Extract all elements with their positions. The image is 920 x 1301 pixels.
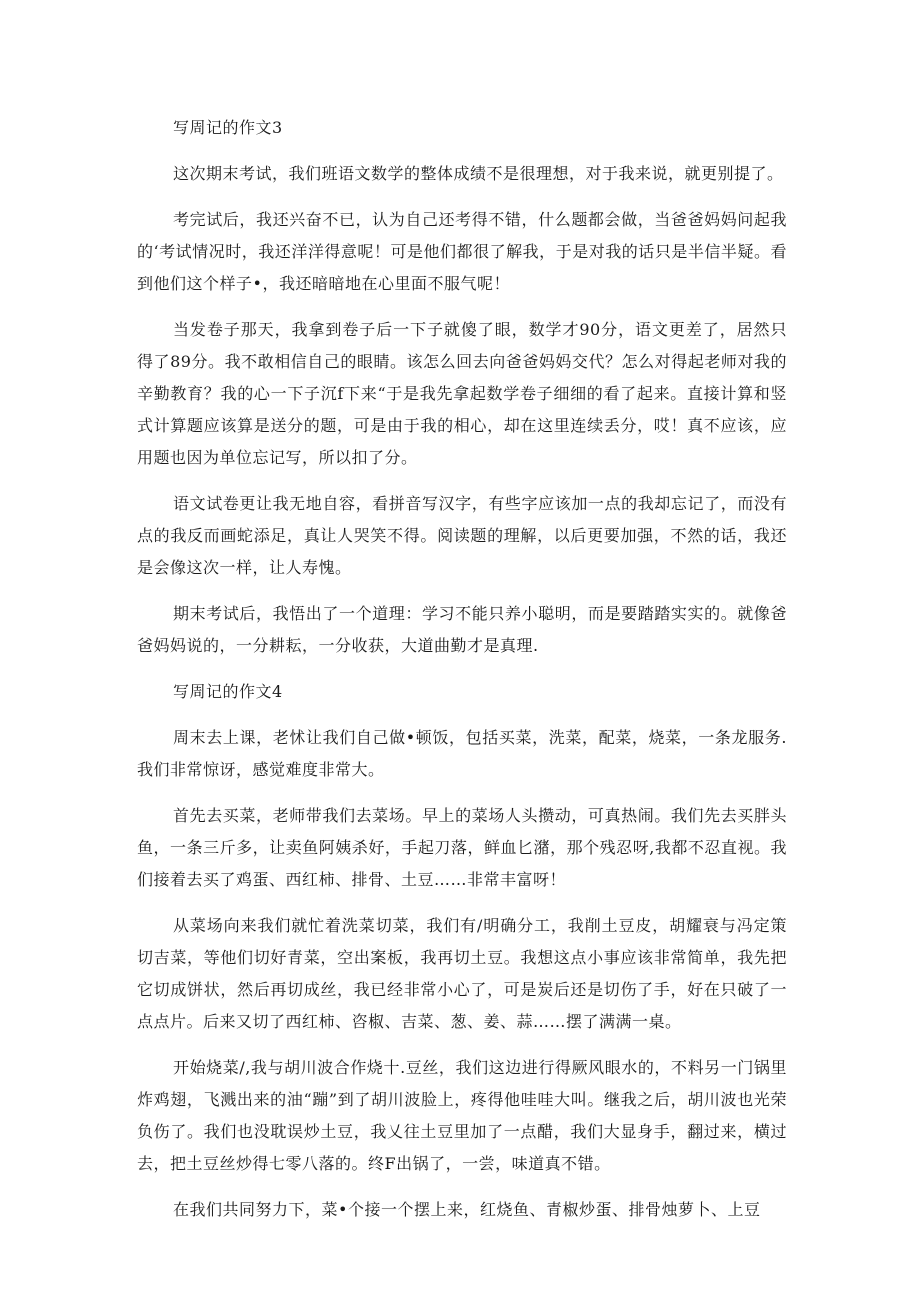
- paragraph: 在我们共同努力下，菜•个接一个摆上来，红烧鱼、青椒炒蛋、排骨烛萝卜、上豆: [173, 1200, 761, 1219]
- paragraph: 首先去买菜，老师带我们去菜场。早上的菜场人头攒动，可真热闹。我们先去买胖头鱼，一条三斤多，让卖鱼阿姨杀好，手起刀落，鲜血匕潴，那个残忍呀,我都不忍直视。我们接着去买了鸡蛋、西红柿、排骨、土豆……非常丰富呀！: [137, 806, 787, 889]
- paragraph: 期末考试后，我悟出了一个道理：学习不能只养小聪明，而是要踏踏实实的。就像爸爸妈妈说的，一分耕耘，一分收获，大道曲勤才是真理.: [137, 604, 787, 655]
- paragraph: 从菜场向来我们就忙着洗菜切菜，我们有/明确分工，我削土豆皮，胡耀衰与冯定策切吉菜，等他们切好青菜，空出案板，我再切土豆。我想这点小事应该非常简单，我先把它切成饼状，然后再切成丝，我已经非常小心了，可是炭后还是切伤了手，好在只破了一点点片。后来又切了西红柿、咨椒、吉菜、葱、姜、蒜……摆了满满一桌。: [137, 916, 787, 1031]
- paragraph: 这次期末考试，我们班语文数学的整体成绩不是很理想，对于我来说，就更别提了。: [173, 164, 784, 183]
- paragraph: 考完试后，我还兴奋不已，认为自己还考得不错，什么题都会做，当爸爸妈妈问起我的‘考试情况时，我还洋洋得意呢！可是他们都很了解我，于是对我的话只是半信半疑。看到他们这个样子•，我还暗暗地在心里面不服气呢！: [137, 210, 787, 293]
- paragraph: 开始烧菜/,我与胡川波合作烧十.豆丝，我们这边进行得厥风眼水的，不料另一门锅里炸鸡翅，飞溅出来的油“蹦”到了胡川波脸上，疼得他哇哇大叫。继我之后，胡川波也光荣负伤了。我们也没耽误炒土豆，我乂往土豆里加了一点醋，我们大显身手，翻过来，横过去，把土豆丝炒得七零八落的。终F出锅了，一尝，味道真不错。: [137, 1058, 787, 1173]
- essay-section-4: [137, 676, 787, 1226]
- essay-section-3: [137, 112, 787, 662]
- paragraph: 当发卷子那天，我拿到卷子后一下子就傻了眼，数学才90分，语文更差了，居然只得了89分。我不敢相信自己的眼睛。该怎么回去向爸爸妈妈交代？怎么对得起老师对我的辛勤教育？我的心一下子沉f下来“于是我先拿起数学卷子细细的看了起来。直接计算和竖式计算题应该算是送分的题，可是由于我的相心，却在这里连续丢分，哎！真不应该，应用题也因为单位忘记写，所以扣了分。: [137, 320, 787, 467]
- document-page: [137, 112, 787, 1240]
- paragraph: 语文试卷更让我无地自容，看拼音写汉字，有些字应该加一点的我却忘记了，而没有点的我反而画蛇添足，真让人哭笑不得。阅读题的理解，以后更要加强，不然的话，我还是会像这次一样，让人寿愧。: [137, 494, 787, 577]
- paragraph: 周末去上课，老怵让我们自己做•顿饭，包括买菜，洗菜，配菜，烧菜，一条龙服务.我们非常惊讶，感觉难度非常大。: [137, 728, 787, 779]
- section-title: 写周记的作文4: [173, 682, 283, 701]
- section-title: 写周记的作文3: [173, 118, 283, 137]
